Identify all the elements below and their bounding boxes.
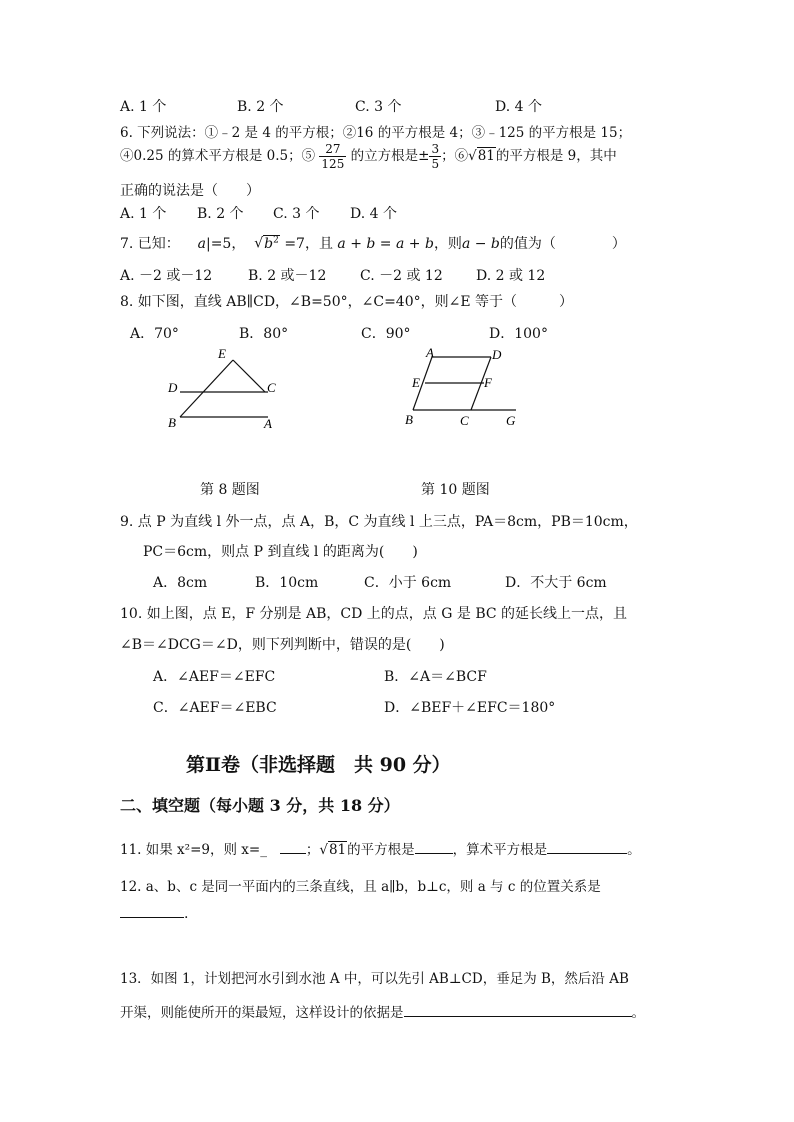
sqrt-81: √81 xyxy=(468,148,495,164)
q9-option-d: D．不大于 6cm xyxy=(505,575,607,591)
label-f: F xyxy=(484,375,492,390)
q11-stem: 11. 如果 x²=9，则 x=_ ；√81的平方根是 ，算术平方根是 。 xyxy=(120,842,641,858)
label-d: D xyxy=(168,380,178,395)
q6-option-d: D. 4 个 xyxy=(350,206,397,222)
q5-option-b: B. 2 个 xyxy=(237,99,284,115)
figure-10-caption: 第 10 题图 xyxy=(421,482,490,498)
q10-option-a: A．∠AEF＝∠EFC xyxy=(153,669,276,685)
label-c: C xyxy=(460,413,469,428)
q10-stem-line1: 10. 如上图，点 E，F 分别是 AB，CD 上的点，点 G 是 BC 的延长线上一点，且 xyxy=(120,606,628,622)
q9-option-b: B．10cm xyxy=(255,575,319,591)
q8-option-a: A．70° xyxy=(130,326,179,342)
label-a: A xyxy=(426,345,434,360)
q6-option-c: C. 3 个 xyxy=(273,206,320,222)
label-g: G xyxy=(506,413,516,428)
q6-option-b: B. 2 个 xyxy=(197,206,244,222)
q6-stem-line1: 6. 下列说法：①﹣2 是 4 的平方根；②16 的平方根是 4；③﹣125 的平方根是 15； xyxy=(120,125,632,141)
q11-blank-3 xyxy=(547,853,627,854)
q12-stem-line2: . xyxy=(120,906,188,922)
q7-option-b: B. 2 或－12 xyxy=(248,268,327,284)
q7-option-d: D. 2 或 12 xyxy=(476,268,546,284)
figure-8-diagram xyxy=(160,340,290,440)
q7-option-c: C. －2 或 12 xyxy=(360,268,443,284)
q6-option-a: A. 1 个 xyxy=(120,206,167,222)
q12-stem-line1: 12. a、b、c 是同一平面内的三条直线，且 a∥b，b⊥c，则 a 与 c 的位置关系是 xyxy=(120,879,601,895)
segment-ec xyxy=(233,360,265,392)
q5-option-a: A. 1 个 xyxy=(120,99,167,115)
label-b: B xyxy=(405,412,413,427)
q7-option-a: A. －2 或－12 xyxy=(120,268,213,284)
q8-option-b: B．80° xyxy=(239,326,289,342)
q5-option-c: C. 3 个 xyxy=(355,99,402,115)
q7-stem: 7. 已知： a|=5， $√b^2 =7$，且 a + b = a + b，则a − b的值为（ ） xyxy=(120,235,626,252)
q6-stem-line2: ④0.25 的算术平方根是 0.5；⑤ $\frac{27}{125}$ 的立方根是± $\frac{3}{5}$ ；⑥√81的平方根是 9，其中 xyxy=(120,142,617,171)
q10-option-d: D．∠BEF＋∠EFC＝180° xyxy=(384,700,556,716)
q13-stem-line1: 13．如图 1，计划把河水引到水池 A 中，可以先引 AB⊥CD，垂足为 B，然后沿 AB xyxy=(120,971,629,987)
section2-title: 二、填空题（每小题 3 分，共 18 分） xyxy=(120,796,400,815)
q9-option-a: A．8cm xyxy=(153,575,208,591)
q12-blank xyxy=(120,917,184,918)
q10-option-c: C．∠AEF＝∠EBC xyxy=(153,700,277,716)
q11-blank-2 xyxy=(415,853,453,854)
q11-blank-1 xyxy=(280,853,306,854)
label-e: E xyxy=(412,375,420,390)
q10-option-b: B．∠A＝∠BCF xyxy=(384,669,487,685)
figure-10-diagram xyxy=(398,345,528,435)
q8-option-d: D．100° xyxy=(489,326,548,342)
q13-stem-line2: 开渠，则能使所开的渠最短，这样设计的依据是 。 xyxy=(120,1005,645,1021)
label-d: D xyxy=(492,347,502,362)
segment-be xyxy=(180,360,233,417)
label-e: E xyxy=(218,346,226,361)
part2-title: 第Ⅱ卷（非选择题 共 90 分） xyxy=(186,754,451,776)
fraction-3-5: $\frac{3}{5}$ xyxy=(431,142,440,171)
q9-stem-line1: 9. 点 P 为直线 l 外一点，点 A，B，C 为直线 l 上三点，PA＝8cm，PB＝10cm， xyxy=(120,514,638,530)
q8-option-c: C．90° xyxy=(361,326,411,342)
q9-stem-line2: PC＝6cm，则点 P 到直线 l 的距离为( ) xyxy=(143,544,418,560)
q9-option-c: C．小于 6cm xyxy=(364,575,452,591)
figure-8-caption: 第 8 题图 xyxy=(200,482,260,498)
label-a: A xyxy=(264,416,272,431)
q5-option-d: D. 4 个 xyxy=(495,99,542,115)
q6-stem-line3: 正确的说法是（ ） xyxy=(120,183,260,199)
q10-stem-line2: ∠B＝∠DCG＝∠D，则下列判断中，错误的是( ) xyxy=(120,637,445,653)
sqrt-81: √81 xyxy=(319,842,347,858)
fraction-27-125: $\frac{27}{125}$ xyxy=(321,142,345,171)
q13-blank xyxy=(404,1016,632,1017)
label-c: C xyxy=(267,380,276,395)
q8-stem: 8. 如下图，直线 AB∥CD，∠B=50°，∠C=40°，则∠E 等于（ ） xyxy=(120,294,574,310)
sqrt-b-squared: $√b^2$ xyxy=(254,235,279,252)
label-b: B xyxy=(168,415,176,430)
